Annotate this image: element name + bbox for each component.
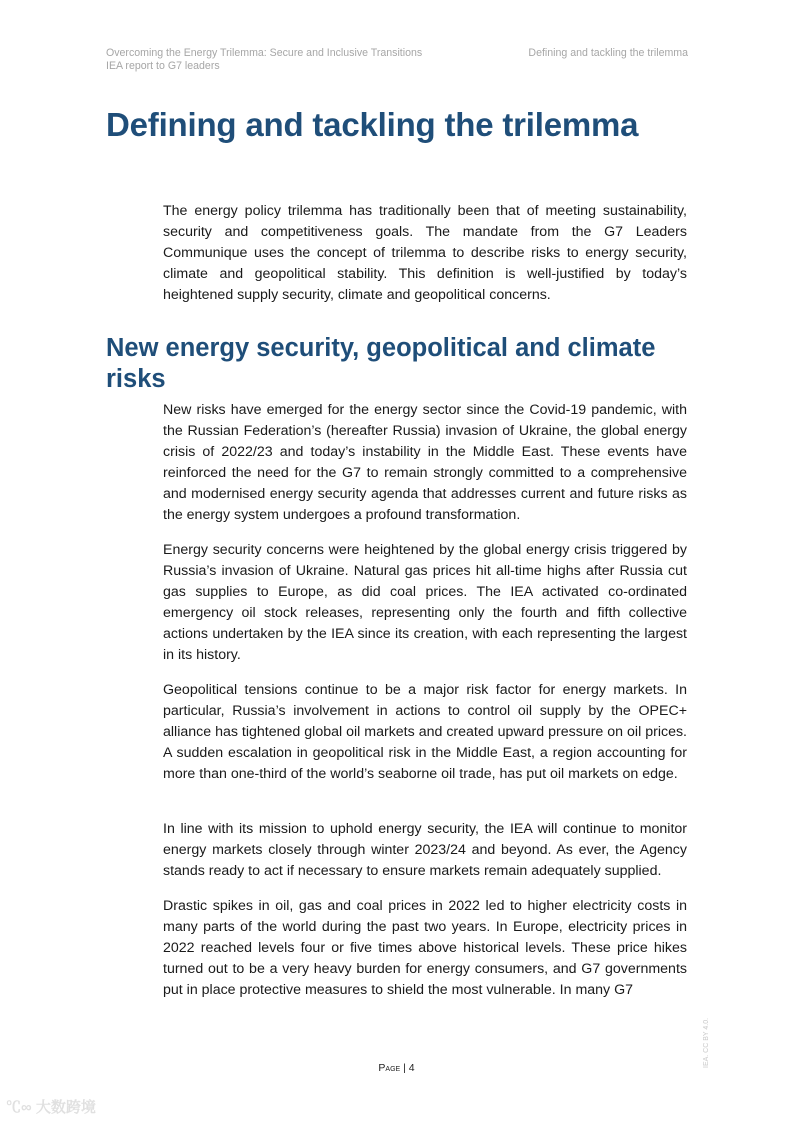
- page-separator: |: [400, 1062, 409, 1074]
- license-note: IEA. CC BY 4.0.: [703, 1017, 710, 1068]
- body-paragraph: Energy security concerns were heightened by the global energy crisis triggered by Russia’s invasion of Ukraine. Natural gas prices hit all-time highs after Russia cut gas supplies to Europe, as did coal prices. The IEA activated co-ordinated emergency oil stock releases, representing only the fourth and fifth collective actions undertaken by the IEA since its creation, with each representing the largest in its history.: [163, 542, 687, 663]
- page-footer: [0, 1062, 793, 1074]
- watermark-logo: ℃∞ 大数跨境: [6, 1099, 96, 1116]
- header-section-title: Defining and tackling the trilemma: [528, 47, 688, 59]
- report-title: Overcoming the Energy Trilemma: Secure and Inclusive Transitions: [106, 47, 423, 59]
- body-paragraph: New risks have emerged for the energy sector since the Covid-19 pandemic, with the Russian Federation’s (hereafter Russia) invasion of Ukraine, the global energy crisis of 2022/23 and today’s instability in the Middle East. These events have reinforced the need for the G7 to remain strongly committed to a comprehensive and modernised energy security agenda that addresses current and future risks as the energy system undergoes a profound transformation.: [163, 402, 687, 523]
- page-title: Defining and tackling the trilemma: [106, 106, 639, 143]
- section-heading: New energy security, geopolitical and climate risks: [106, 334, 656, 393]
- body-paragraph: Drastic spikes in oil, gas and coal prices in 2022 led to higher electricity costs in many parts of the world during the past two years. In Europe, electricity prices in 2022 reached levels four or five times above historical levels. These price hikes turned out to be a very heavy burden for energy consumers, and G7 governments put in place protective measures to shield the most vulnerable. In many G7: [163, 898, 687, 998]
- page-label: Page: [378, 1062, 401, 1074]
- intro-paragraph: The energy policy trilemma has traditionally been that of meeting sustainability, security and competitiveness goals. The mandate from the G7 Leaders Communique uses the concept of trilemma to describe risks to energy security, climate and geopolitical stability. This definition is well-justified by today’s heightened supply security, climate and geopolitical concerns.: [163, 203, 687, 303]
- page-number: 4: [408, 1062, 415, 1074]
- body-paragraph: In line with its mission to uphold energy security, the IEA will continue to monitor energy markets closely through winter 2023/24 and beyond. As ever, the Agency stands ready to act if necessary to ensure markets remain adequately supplied.: [163, 821, 687, 879]
- body-paragraph: Geopolitical tensions continue to be a major risk factor for energy markets. In particular, Russia’s involvement in actions to control oil supply by the OPEC+ alliance has tightened global oil markets and created upward pressure on oil prices. A sudden escalation in geopolitical risk in the Middle East, a region accounting for more than one-third of the world’s seaborne oil trade, has put oil markets on edge.: [163, 682, 687, 782]
- report-subtitle: IEA report to G7 leaders: [106, 60, 220, 72]
- header-left: [106, 47, 422, 73]
